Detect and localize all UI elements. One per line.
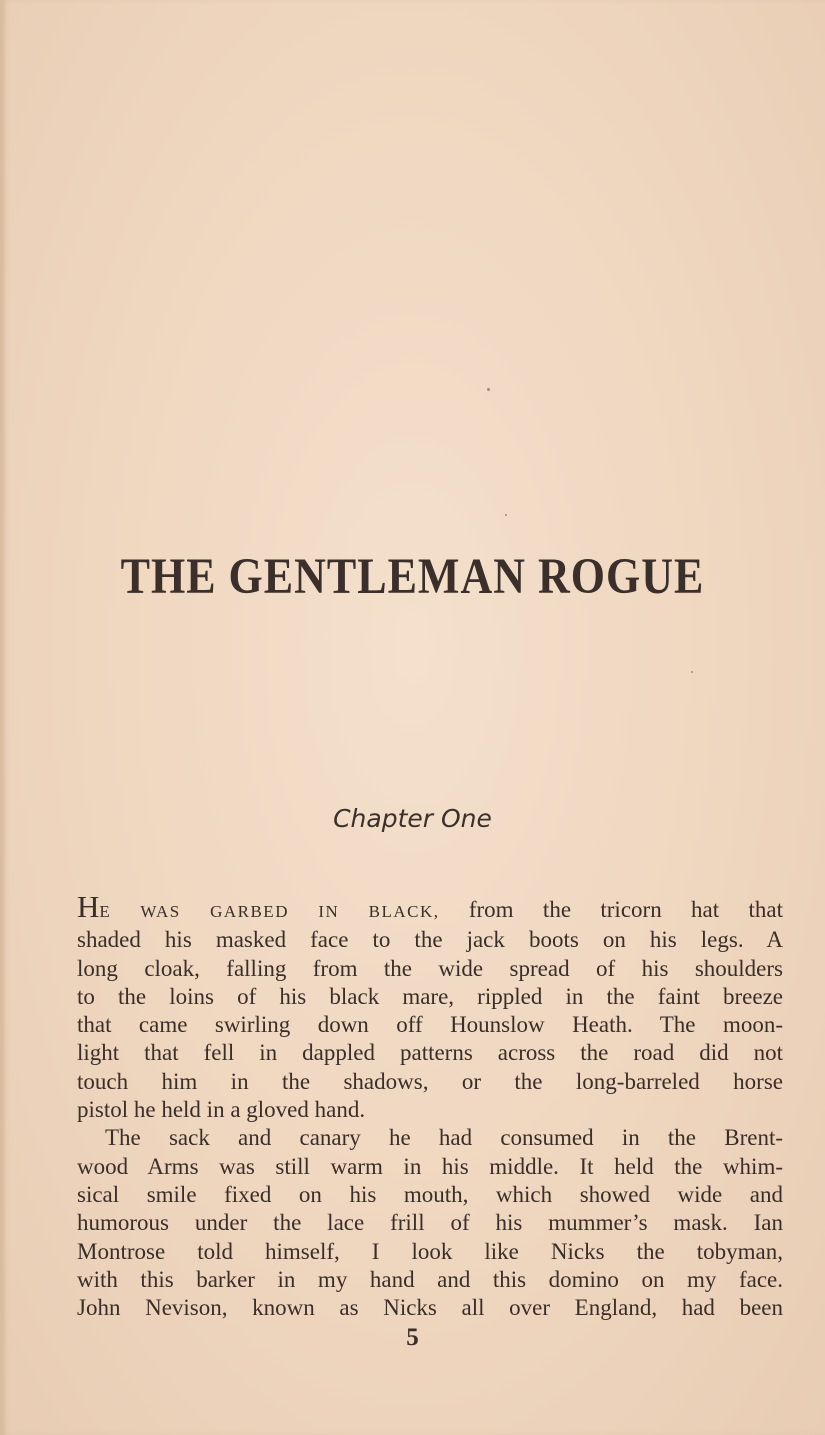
chapter-heading: Chapter One [333,804,492,833]
page-number: 5 [406,1324,419,1351]
text-line: sical smile fixed on his mouth, which showed wide and [77,1181,783,1207]
drop-cap: H [77,889,100,924]
page-edge-shadow [0,0,6,1435]
paragraph-2 [77,1124,783,1322]
body-text [77,889,783,1322]
paper-speck [691,671,693,673]
book-title: THE GENTLEMAN ROGUE [120,548,705,605]
text-line [77,889,783,926]
text-line: wood Arms was still warm in his middle. It held the whim- [77,1153,783,1179]
text-line: shaded his masked face to the jack boots on his legs. A [77,927,783,953]
text-line: with this barker in my hand and this domino on my face. [77,1266,783,1292]
small-caps-lead: E WAS GARBED IN BLACK, [99,902,440,921]
text-line: humorous under the lace frill of his mummer’s mask. Ian [77,1210,783,1236]
text-line: Montrose told himself, I look like Nicks the tobyman, [77,1238,783,1264]
text-line: that came swirling down off Hounslow Heath. The moon- [77,1012,783,1038]
text-line: long cloak, falling from the wide spread of his shoulders [77,955,783,981]
text-line: to the loins of his black mare, rippled in the faint breeze [77,983,783,1009]
text-line: John Nevison, known as Nicks all over England, had been [77,1295,783,1321]
text-line: pistol he held in a gloved hand. [77,1097,366,1123]
paper-speck [487,388,490,391]
paper-speck [505,514,507,516]
text-line: light that fell in dappled patterns across the road did not [77,1040,783,1066]
paragraph-1 [77,889,783,1124]
text-line: touch him in the shadows, or the long-barreled horse [77,1068,783,1094]
text-line: The sack and canary he had consumed in the Brent- [105,1125,783,1151]
line-text: from the tricorn hat that [439,897,783,922]
